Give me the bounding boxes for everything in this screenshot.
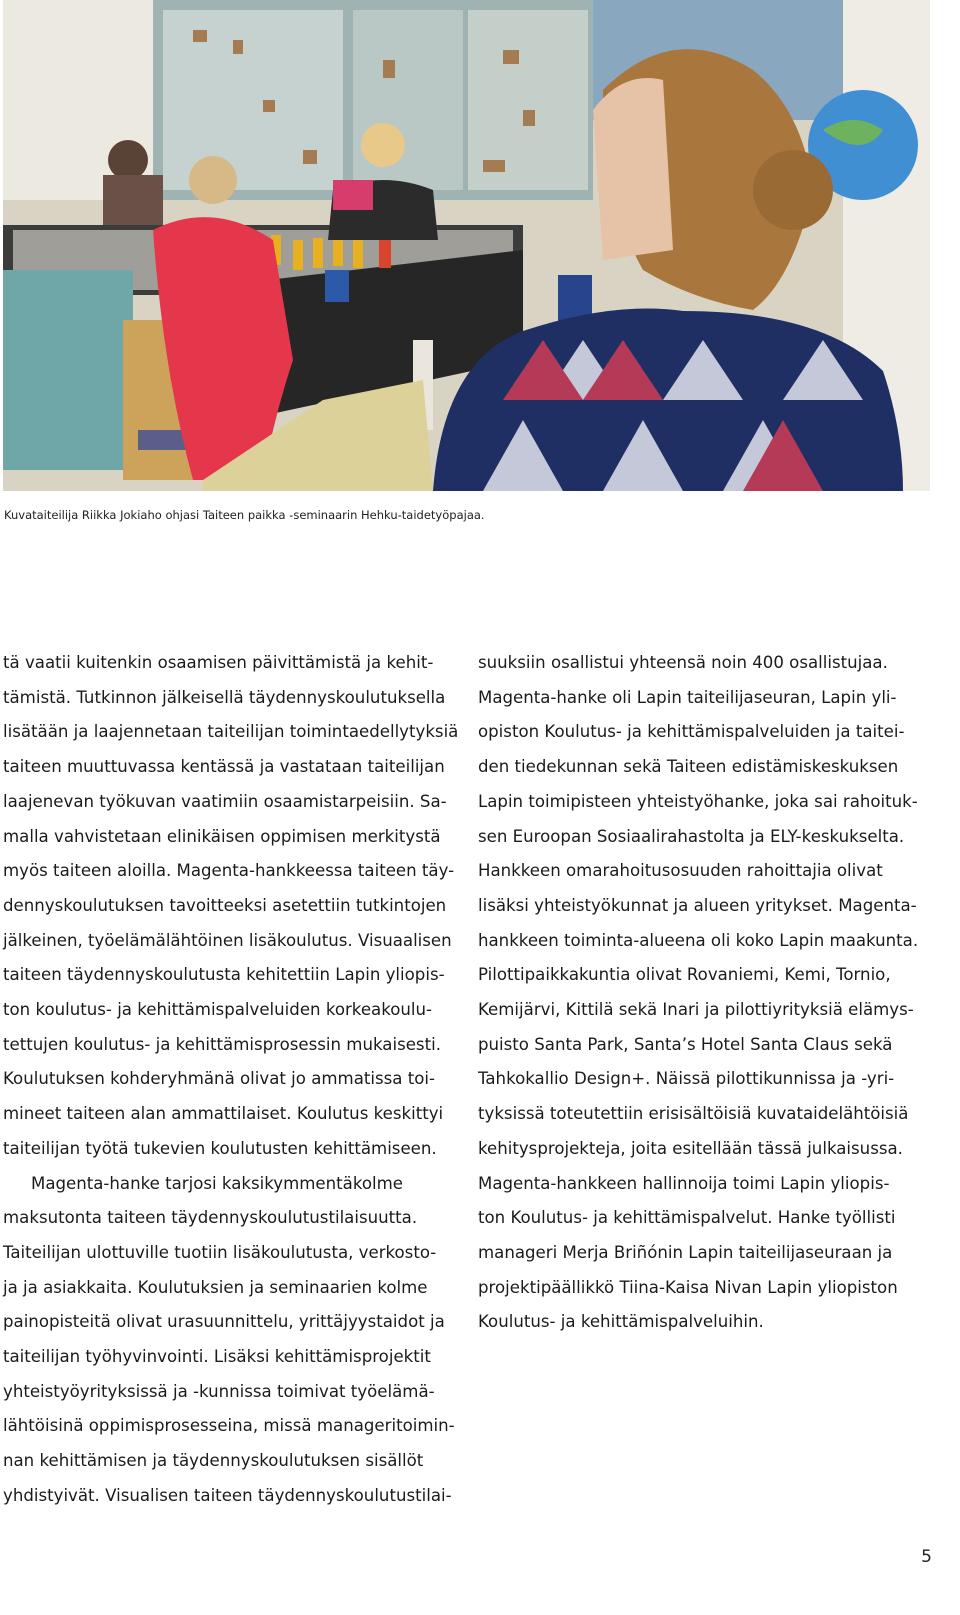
paragraph-line: tyksissä toteutettiin erisisältöisiä kuvataidelähtöisiä: [478, 1104, 909, 1124]
paragraph-line: den tiedekunnan sekä Taiteen edistämiskeskuksen: [478, 757, 899, 777]
paragraph-line: manageri Merja Briñónin Lapin taiteilijaseuraan ja: [478, 1242, 893, 1262]
photo-caption: Kuvataiteilija Riikka Jokiaho ohjasi Taiteen paikka -seminaarin Hehku-taidetyöpajaa.: [4, 508, 485, 522]
paragraph-line: tämistä. Tutkinnon jälkeisellä täydennyskoulutuksella: [3, 687, 446, 707]
paragraph-line: maksutonta taiteen täydennyskoulutustilaisuutta.: [3, 1208, 418, 1228]
paragraph-line: opiston Koulutus- ja kehittämispalveluiden ja taitei-: [478, 722, 905, 742]
paragraph-line: taiteen muuttuvassa kentässä ja vastataan taiteilijan: [3, 757, 445, 777]
paragraph-line: ton Koulutus- ja kehittämispalvelut. Hanke työllisti: [478, 1208, 896, 1228]
paragraph-line: kehitysprojekteja, joita esitellään tässä julkaisussa.: [478, 1138, 903, 1158]
paragraph-line: suuksiin osallistui yhteensä noin 400 osallistujaa.: [478, 653, 888, 672]
paragraph-line: yhdistyivät. Visualisen taiteen täydennyskoulutustilai-: [3, 1485, 452, 1505]
workshop-photo: [3, 0, 930, 491]
paragraph-line: Magenta-hankkeen hallinnoija toimi Lapin yliopis-: [478, 1173, 890, 1193]
paragraph-line: malla vahvistetaan elinikäisen oppimisen merkitystä: [3, 826, 441, 846]
paragraph-line: painopisteitä olivat urasuunnittelu, yrittäjyystaidot ja: [3, 1312, 445, 1332]
page-number: 5: [921, 1547, 932, 1567]
paragraph-line: lisätään ja laajennetaan taiteilijan toimintaedellytyksiä: [3, 722, 459, 742]
paragraph-line: lisäksi yhteistyökunnat ja alueen yritykset. Magenta-: [478, 895, 917, 915]
paragraph-line: ja ja asiakkaita. Koulutuksien ja seminaarien kolme: [3, 1277, 428, 1297]
paragraph-line: taiteen täydennyskoulutusta kehitettiin Lapin yliopis-: [3, 965, 445, 985]
paragraph-line: dennyskoulutuksen tavoitteeksi asetettiin tutkintojen: [3, 895, 447, 915]
paragraph-line: Koulutuksen kohderyhmänä olivat jo ammatissa toi-: [3, 1069, 435, 1089]
paragraph-line: taiteilijan työtä tukevien koulutusten kehittämiseen.: [3, 1138, 437, 1158]
paragraph-line: Hankkeen omarahoitusosuuden rahoittajia olivat: [478, 861, 883, 881]
paragraph-line: Magenta-hanke oli Lapin taiteilijaseuran, Lapin yli-: [478, 687, 897, 707]
paragraph-line: puisto Santa Park, Santa’s Hotel Santa Claus sekä: [478, 1034, 893, 1054]
paragraph-line: tettujen koulutus- ja kehittämisprosessin mukaisesti.: [3, 1034, 441, 1054]
paragraph-line: projektipäällikkö Tiina-Kaisa Nivan Lapin yliopiston: [478, 1277, 898, 1297]
paragraph-line: laajenevan työkuvan vaatimiin osaamistarpeisiin. Sa-: [3, 791, 447, 811]
paragraph-line: Koulutus- ja kehittämispalveluihin.: [478, 1312, 764, 1332]
paragraph-line: Pilottipaikkakuntia olivat Rovaniemi, Kemi, Tornio,: [478, 965, 891, 985]
right-text-column: [478, 646, 938, 1340]
paragraph-line: mineet taiteen alan ammattilaiset. Koulutus keskittyi: [3, 1104, 444, 1124]
paragraph-line: Lapin toimipisteen yhteistyöhanke, joka sai rahoituk-: [478, 791, 918, 811]
paragraph-line: yhteistyöyrityksissä ja -kunnissa toimivat työelämä-: [3, 1381, 435, 1401]
paragraph-line: ton koulutus- ja kehittämispalveluiden korkeakoulu-: [3, 1000, 433, 1020]
paragraph-line: lähtöisinä oppimisprosesseina, missä manageritoimin-: [3, 1416, 455, 1436]
paragraph-line: Tahkokallio Design+. Näissä pilottikunnissa ja -yri-: [478, 1069, 895, 1089]
paragraph-line: nan kehittämisen ja täydennyskoulutuksen sisällöt: [3, 1451, 424, 1471]
workshop-photo-illustration: [3, 0, 930, 491]
paragraph-line: Magenta-hanke tarjosi kaksikymmentäkolme: [31, 1173, 403, 1193]
paragraph-line: jälkeinen, työelämälähtöinen lisäkoulutus. Visuaalisen: [3, 930, 452, 950]
paragraph-line: hankkeen toiminta-alueena oli koko Lapin maakunta.: [478, 930, 919, 950]
paragraph-line: Taiteilijan ulottuville tuotiin lisäkoulutusta, verkosto-: [3, 1242, 437, 1262]
paragraph-line: sen Euroopan Sosiaalirahastolta ja ELY-keskukselta.: [478, 826, 905, 846]
paragraph-line: taiteilijan työhyvinvointi. Lisäksi kehittämisprojektit: [3, 1347, 431, 1367]
paragraph-line: myös taiteen aloilla. Magenta-hankkeessa taiteen täy-: [3, 861, 455, 881]
left-text-column: [3, 646, 465, 1514]
paragraph-line: Kemijärvi, Kittilä sekä Inari ja pilottiyrityksiä elämys-: [478, 1000, 914, 1020]
paragraph-line: tä vaatii kuitenkin osaamisen päivittämistä ja kehit-: [3, 653, 434, 672]
